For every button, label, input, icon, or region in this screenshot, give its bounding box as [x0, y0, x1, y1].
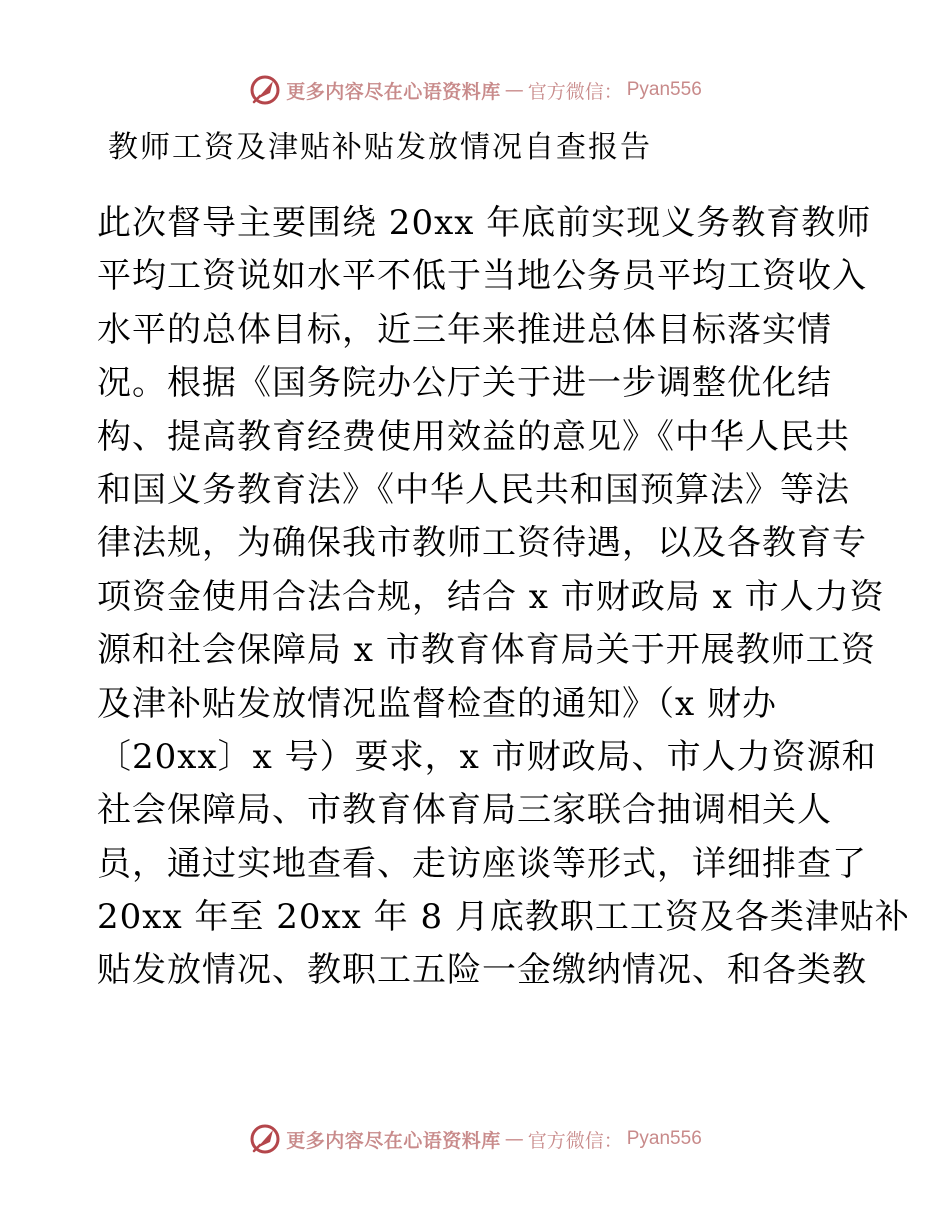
body-line: 构、提高教育经费使用效益的意见》《中华人民共 [97, 416, 850, 457]
official-wechat-label: 官方微信： [527, 1129, 623, 1152]
wechat-id: Pyan556 [626, 79, 702, 100]
body-line: 水平的总体目标，近三年来推进总体目标落实情 [97, 309, 832, 350]
body-line: 员，通过实地查看、走访座谈等形式，详细排查了 [97, 843, 867, 884]
body-line: 平均工资说如水平不低于当地公务员平均工资收入 [97, 256, 867, 297]
body-line: 和国义务教育法》《中华人民共和国预算法》等法 [97, 469, 850, 510]
body-line: 社会保障局、市教育体育局三家联合抽调相关人 [97, 790, 832, 831]
body-line: 〔20xx〕x 号）要求，x 市财政局、市人力资源和 [97, 736, 877, 777]
banner-separator: — [504, 79, 524, 101]
body-line: 律法规，为确保我市教师工资待遇，以及各教育专 [97, 523, 867, 564]
body-line: 20xx 年至 20xx 年 8 月底教职工工资及各类津贴补 [97, 897, 910, 938]
body-line: 源和社会保障局 x 市教育体育局关于开展教师工资 [97, 630, 876, 671]
banner-separator: — [504, 1128, 524, 1150]
header-watermark [0, 72, 950, 108]
body-line: 此次督导主要围绕 20xx 年底前实现义务教育教师 [97, 203, 872, 243]
document-title: 教师工资及津贴补贴发放情况自查报告 [108, 130, 652, 165]
body-line: 及津补贴发放情况监督检查的通知》（x 财办 [97, 683, 777, 724]
footer-watermark [0, 1121, 950, 1157]
site-name: 更多内容尽在心语资料库 [286, 80, 501, 103]
official-wechat-label: 官方微信： [527, 80, 623, 103]
quill-logo-icon [248, 73, 282, 107]
body-line: 项资金使用合法合规，结合 x 市财政局 x 市人力资 [97, 576, 885, 617]
site-name: 更多内容尽在心语资料库 [286, 1129, 501, 1152]
wechat-id: Pyan556 [626, 1128, 702, 1149]
body-line: 况。根据《国务院办公厅关于进一步调整优化结 [97, 363, 832, 404]
document-body [97, 197, 910, 998]
body-line: 贴发放情况、教职工五险一金缴纳情况、和各类教 [97, 950, 867, 991]
quill-logo-icon [248, 1122, 282, 1156]
